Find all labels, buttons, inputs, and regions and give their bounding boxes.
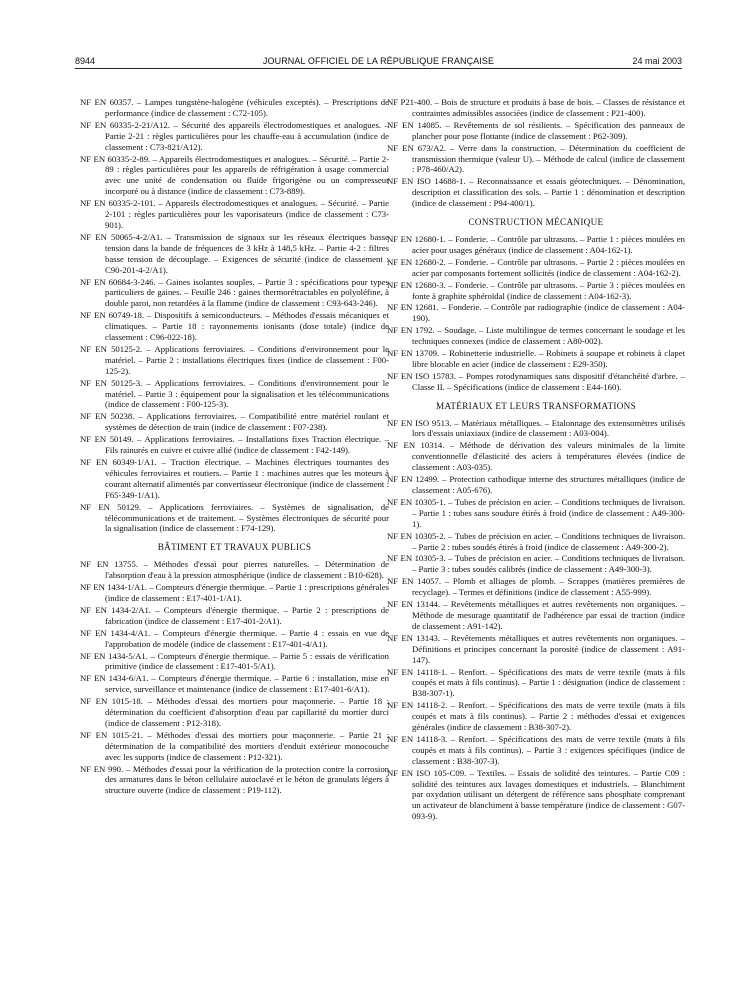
standard-code: NF EN 50129. (80, 501, 142, 512)
standard-code: NF EN 60335-2-89. (80, 153, 151, 164)
standard-entry (387, 257, 685, 279)
standard-description: – Textiles. – Essais de solidité des teintures. – Partie C09 : solidité des teintures aux lavages domestiques et industriels. – Blanchiment par oxydation utilisant un détergent de référence sans phosphate comprenant un activateur de blanchiment à basse température (indice de classement : G07-093-9). (412, 767, 685, 822)
standard-entry (80, 310, 389, 343)
standard-description: – Applications ferroviaires. – Conditions d'environnement pour le matériel. – Partie 3 : équipement pour la signalisation et les télécommunications (indice de classement : F00-125-3). (105, 377, 389, 410)
standard-code: NF EN 673/A2. (387, 142, 446, 153)
section-heading: CONSTRUCTION MÉCANIQUE (468, 217, 604, 228)
standard-code: NF EN 60357. (80, 97, 134, 107)
standard-entry (80, 502, 389, 535)
standard-code: NF EN 10305-2. (387, 530, 446, 541)
standard-code: NF EN 14057. (387, 576, 442, 587)
standard-code: NF EN 60349-1/A1. (80, 457, 157, 467)
standard-code: NF EN 13755. (80, 559, 138, 570)
section-heading: BÂTIMENT ET TRAVAUX PUBLICS (157, 542, 312, 553)
standard-description: – Sécurité des appareils électrodomestiques et analogues. – Partie 2-21 : règles particulières pour les chauffe-eau à accumulation (indice de classement : C73-821/A12). (105, 119, 389, 152)
journal-title: JOURNAL OFFICIEL DE LA RÉPUBLIQUE FRANÇAISE (262, 56, 495, 66)
standard-code: NF EN 1434-2/A1. (80, 604, 151, 615)
entry-list (387, 97, 685, 209)
standard-code: NF EN 50125-3. (80, 377, 143, 388)
standard-entry (387, 348, 685, 370)
standard-code: NF EN 13143. (387, 632, 441, 643)
right-column (387, 97, 685, 823)
standard-code: NF EN 50149. (80, 434, 134, 445)
standard-description: – Revêtements métalliques et autres revêtements non organiques. – Méthode de mesurage quantitatif de l'adhérence par essai de traction (indice de classement : A91-142). (412, 599, 685, 631)
standard-description: – Compteurs d'énergie thermique. – Partie 1 : prescriptions générales (indice de classement : E17-401-1/A1). (105, 582, 389, 603)
standard-entry (387, 120, 685, 142)
standard-description: – Applications ferroviaires. – Installations fixes Traction électrique. – Fils rainurés en cuivre et cuivre allié (indice de classement : F42-149). (105, 434, 390, 456)
standard-description: – Fonderie. – Contrôle par ultrasons. – Partie 2 : pièces moulées en acier par composants fortement sollicités (indice de classement : A04-162-2). (412, 256, 685, 278)
standard-code: NF EN 12680-1. (387, 233, 446, 244)
standard-code: NF EN 14118-2. (387, 700, 448, 711)
standard-description: – Méthodes d'essai pour pierres naturelles. – Détermination de l'absorption d'eau à la pression atmosphérique (indice de classement : B10-628). (105, 559, 389, 581)
standard-description: – Appareils électrodomestiques et analogues. – Sécurité. – Partie 2-101 : règles particulières pour les vaporisateurs (indice de classement : C73-901). (105, 198, 390, 230)
entry-list (387, 234, 685, 393)
standard-entry (387, 768, 685, 823)
standard-code: NF EN 50065-4-2/A1. (80, 231, 163, 242)
standard-description: – Fonderie. – Contrôle par ultrasons. – Partie 3 : pièces moulées en fonte à graphite sphéroïdal (indice de classement : A04-162-3). (412, 279, 685, 301)
standard-description: – Applications ferroviaires. – Compatibilité entre matériel roulant et systèmes de détection de train (indice de classement : F07-238). (105, 411, 389, 433)
entry-list (387, 418, 685, 823)
standard-description: – Verre dans la construction. – Détermination du coefficient de transmission thermique (valeur U). – Méthode de calcul (indice de classement : P78-460/A2). (412, 142, 685, 175)
standard-entry (387, 734, 685, 767)
standard-code: NF EN ISO 14688-1. (387, 176, 466, 187)
standard-entry (387, 599, 685, 632)
standard-description: – Lampes tungstène-halogène (véhicules exceptés). – Prescriptions de performance (indice de classement : C72-105). (105, 97, 389, 118)
standard-code: NF EN 12680-2. (387, 256, 446, 267)
entry-list (80, 97, 389, 534)
standard-entry (387, 234, 685, 256)
standard-entry (80, 120, 389, 153)
standard-entry (80, 378, 389, 411)
standard-entry (387, 371, 685, 393)
standard-code: NF EN 50125-2. (80, 343, 143, 354)
standard-entry (387, 418, 685, 440)
standard-description: – Revêtements de sol résilients. – Spécification des panneaux de plancher pour pose flottante (indice de classement : P62-309). (412, 119, 686, 141)
standard-entry (80, 696, 389, 729)
standard-description: – Compteurs d'énergie thermique. – Partie 2 : prescriptions de fabrication (indice de classement : E17-401-2/A1). (105, 604, 389, 626)
standard-entry (387, 143, 685, 176)
standard-description: – Traction électrique. – Machines électriques tournantes des véhicules ferroviaires et routiers. – Partie 1 : machines autres que les moteurs à courant alternatif alimentés par convertisseur électronique (indice de classement : F65-349-1/A1). (105, 457, 389, 500)
entry-list (80, 559, 389, 796)
standard-description: – Tubes de précision en acier. – Conditions techniques de livraison. – Partie 1 : tubes sans soudure étirés à froid (indice de classement : A49-300-1). (412, 496, 685, 529)
standard-entry (80, 198, 389, 231)
standard-code: NF EN 10305-1. (387, 496, 446, 507)
standard-entry (80, 434, 389, 456)
standard-entry (387, 497, 685, 530)
standard-entry (80, 605, 389, 627)
standard-description: – Plomb et alliages de plomb. – Scrappes (matières premières de recyclage). – Termes et définitions (indice de classement : A55-999). (412, 576, 685, 598)
standard-code: NF EN 12499. (387, 474, 440, 485)
standard-entry (387, 440, 685, 473)
standard-description: – Soudage. – Liste multilingue de termes concernant le soudage et les techniques connexes (indice de classement : A80-002). (412, 325, 686, 347)
standard-entry (387, 667, 685, 700)
standard-entry (80, 628, 389, 650)
standard-entry (387, 474, 685, 496)
section-heading: MATÉRIAUX ET LEURS TRANSFORMATIONS (435, 400, 636, 411)
standard-code: NF EN 14118-3. (387, 733, 448, 744)
standard-entry (80, 344, 389, 377)
standard-description: – Applications ferroviaires. – Conditions d'environnement pour le matériel. – Partie 2 : installations électriques fixes (indice de classement : F00-125-2). (105, 343, 389, 376)
standard-code: NF EN 990. (80, 763, 124, 774)
standard-entry (80, 232, 389, 276)
standard-entry (387, 302, 685, 324)
standard-entry (387, 531, 685, 553)
standard-code: NF EN 1434-6/A1. (80, 673, 149, 684)
standard-code: NF EN ISO 105-C09. (387, 767, 467, 778)
standard-code: NF EN ISO 9513. (387, 417, 452, 428)
standard-entry (387, 553, 685, 575)
standard-description: – Applications ferroviaires. – Systèmes de signalisation, de télécommunications et de traitement. – Systèmes électroniques de sécurité pour la signalisation (indice de classement : F74-129). (105, 501, 390, 534)
standard-description: – Fonderie. – Contrôle par ultrasons. – Partie 1 : pièces moulées en acier pour usages généraux (indice de classement : A04-162-1). (412, 233, 685, 255)
standard-description: – Matériaux métalliques. – Etalonnage des extensomètres utilisés lors d'essais uniaxiaux (indice de classement : A03-004). (412, 417, 685, 439)
standard-entry (80, 411, 389, 433)
standard-description: – Pompes rotodynamiques sans dispositif d'étanchéité d'arbre. – Classe II. – Spécifications (indice de classement : E44-160). (412, 370, 685, 392)
standard-description: – Méthodes d'essai pour la vérification de la protection contre la corrosion des armatures dans le béton cellulaire autoclavé et le béton de granulats légers à structure ouverte (indice de classement : P19-112). (105, 763, 390, 796)
standard-entry (80, 457, 389, 501)
standard-code: NF EN 1015-18. (80, 696, 143, 707)
standard-entry (80, 559, 389, 581)
standard-description: – Tubes de précision en acier. – Conditions techniques de livraison. – Partie 3 : tubes soudés calibrés (indice de classement : A49-300-3). (412, 553, 685, 575)
standard-entry (80, 651, 389, 673)
standard-code: NF EN 13709. (387, 348, 440, 359)
left-column (80, 97, 389, 797)
standard-description: – Méthodes d'essai des mortiers pour maçonnerie. – Partie 18 : détermination du coefficient d'absorption d'eau par capillarité du mortier durci (indice de classement : P12-318). (105, 696, 389, 728)
standard-description: – Protection cathodique interne des structures métalliques (indice de classement : A05-676). (412, 474, 686, 495)
standard-entry (387, 280, 685, 302)
standard-code: NF EN 60335-2-101. (80, 198, 156, 209)
standard-description: – Renfort. – Spécifications des mats de verre textile (mats à fils coupés et mats à fils continus). – Partie 2 : méthodes d'essai et exigences générales (indice de classement : B38-307-2). (412, 700, 685, 733)
standard-code: NF EN 14085. (387, 119, 442, 130)
standard-code: NF EN 13144. (387, 599, 441, 610)
standard-code: NF EN 60749-18. (80, 310, 145, 321)
standard-entry (80, 277, 389, 310)
standard-entry (80, 673, 389, 695)
standard-code: NF EN 50238. (80, 411, 135, 422)
standard-code: NF EN ISO 15783. (387, 370, 456, 381)
standard-entry (387, 700, 685, 733)
standard-description: – Robinetterie industrielle. – Robinets à soupape et robinets à clapet libre blocable en acier (indice de classement : E29-350). (412, 348, 685, 369)
standard-entry (80, 582, 389, 604)
standard-description: – Gaines isolantes souples. – Partie 3 : spécifications pour types particuliers de gaines. – Feuille 246 : gaines thermorétractables en polyoléfine, à double paroi, non retardées à la flamme (indice de classement : C93-643-246). (105, 276, 389, 309)
standard-code: NF EN 10305-3. (387, 553, 446, 564)
standard-description: – Renfort. – Spécifications des mats de verre textile (mats à fils coupés et mats à fils continus). – Partie 3 : exigences spécifiques (indice de classement : B38-307-3). (412, 733, 685, 766)
standard-entry (80, 764, 389, 797)
issue-date: 24 mai 2003 (632, 56, 682, 66)
standard-code: NF EN 10314. (387, 440, 445, 451)
standard-entry (387, 576, 685, 598)
standard-code: NF EN 1434-1/A1. (80, 582, 147, 593)
standard-code: NF EN 1792. (387, 325, 435, 336)
standard-entry (80, 97, 389, 119)
standard-description: – Méthodes d'essai des mortiers pour maçonnerie. – Partie 21 : détermination de la compatibilité des mortiers d'enduit extérieur monocouche avec les supports (indice de classement : P12-321). (105, 729, 389, 762)
standard-code: NF EN 60335-2-21/A12. (80, 119, 170, 130)
standard-code: NF EN 12680-3. (387, 279, 446, 290)
standard-description: – Renfort. – Spécifications des mats de verre textile (mats à fils coupés et mats à fils continus). – Partie 1 : désignation (indice de classement : B38-307-1). (412, 666, 685, 699)
standard-description: – Revêtements métalliques et autres revêtements non organiques. – Définitions et principes concernant la porosité (indice de classement : A91-147). (412, 632, 685, 665)
standard-description: – Tubes de précision en acier. – Conditions techniques de livraison. – Partie 2 : tubes soudés étirés à froid (indice de classement : A49-300-2). (412, 530, 685, 552)
standard-entry (80, 730, 389, 763)
standard-description: – Fonderie. – Contrôle par radiographie (indice de classement : A04-190). (412, 302, 686, 324)
standard-description: – Compteurs d'énergie thermique. – Partie 4 : essais en vue de l'approbation de modèle (indice de classement : E17-401-4/A1). (105, 627, 389, 649)
standard-code: NF EN 12681. (387, 302, 439, 313)
standard-description: – Reconnaissance et essais géotechniques. – Dénomination, description et classification des sols. – Partie 1 : dénomination et description (indice de classement : P94-400/1). (412, 176, 686, 209)
standard-description: – Appareils électrodomestiques et analogues. – Sécurité. – Partie 2-89 : règles particulières pour les appareils de réfrigération à usage commercial avec une unité de condensation ou fluide frigorigène ou un compresseur incorporé ou à distance (indice de classement : C73-889). (105, 153, 389, 197)
standard-description: – Dispositifs à semiconducteurs. – Méthodes d'essais mécaniques et climatiques. – Partie 18 : rayonnements ionisants (dose totale) (indice de classement : C96-022-18). (105, 310, 389, 343)
standard-code: NF EN 1434-5/A1. (80, 650, 148, 661)
standard-code: NF EN 1015-21. (80, 729, 143, 740)
standard-entry (387, 176, 685, 209)
standard-code: NF EN 1434-4/A1. (80, 627, 151, 638)
standard-entry (387, 97, 685, 119)
standard-description: – Bois de structure et produits à base de bois. – Classes de résistance et contraintes admissibles associées (indice de classement : P21-400). (412, 97, 685, 118)
standard-description: – Compteurs d'énergie thermique. – Partie 6 : installation, mise en service, surveillance et maintenance (indice de classement : E17-401-6/A1). (105, 673, 389, 695)
header-rule (75, 68, 682, 69)
standard-description: – Méthode de dérivation des valeurs minimales de la limite conventionnelle d'élasticité des aciers à températures élevées (indice de classement : A03-035). (412, 440, 686, 473)
standard-entry (80, 154, 389, 198)
standard-description: – Compteurs d'énergie thermique. – Partie 5 : essais de vérification primitive (indice de classement : E17-401-5/A1). (105, 650, 389, 672)
standard-code: NF EN 14118-1. (387, 666, 448, 677)
standard-code: NF EN 60684-3-246. (80, 276, 156, 287)
standard-code: NF P21-400. (387, 97, 433, 107)
standard-entry (387, 325, 685, 347)
page-number: 8944 (75, 56, 96, 66)
standard-description: – Transmission de signaux sur les réseaux électriques basse tension dans la bande de fréquences de 3 kHz à 148,5 kHz. – Partie 4-2 : filtres basse tension de découplage. – Exigences de sécurité (indice de classement : C90-201-4-2/A1). (105, 231, 389, 275)
standard-entry (387, 633, 685, 666)
